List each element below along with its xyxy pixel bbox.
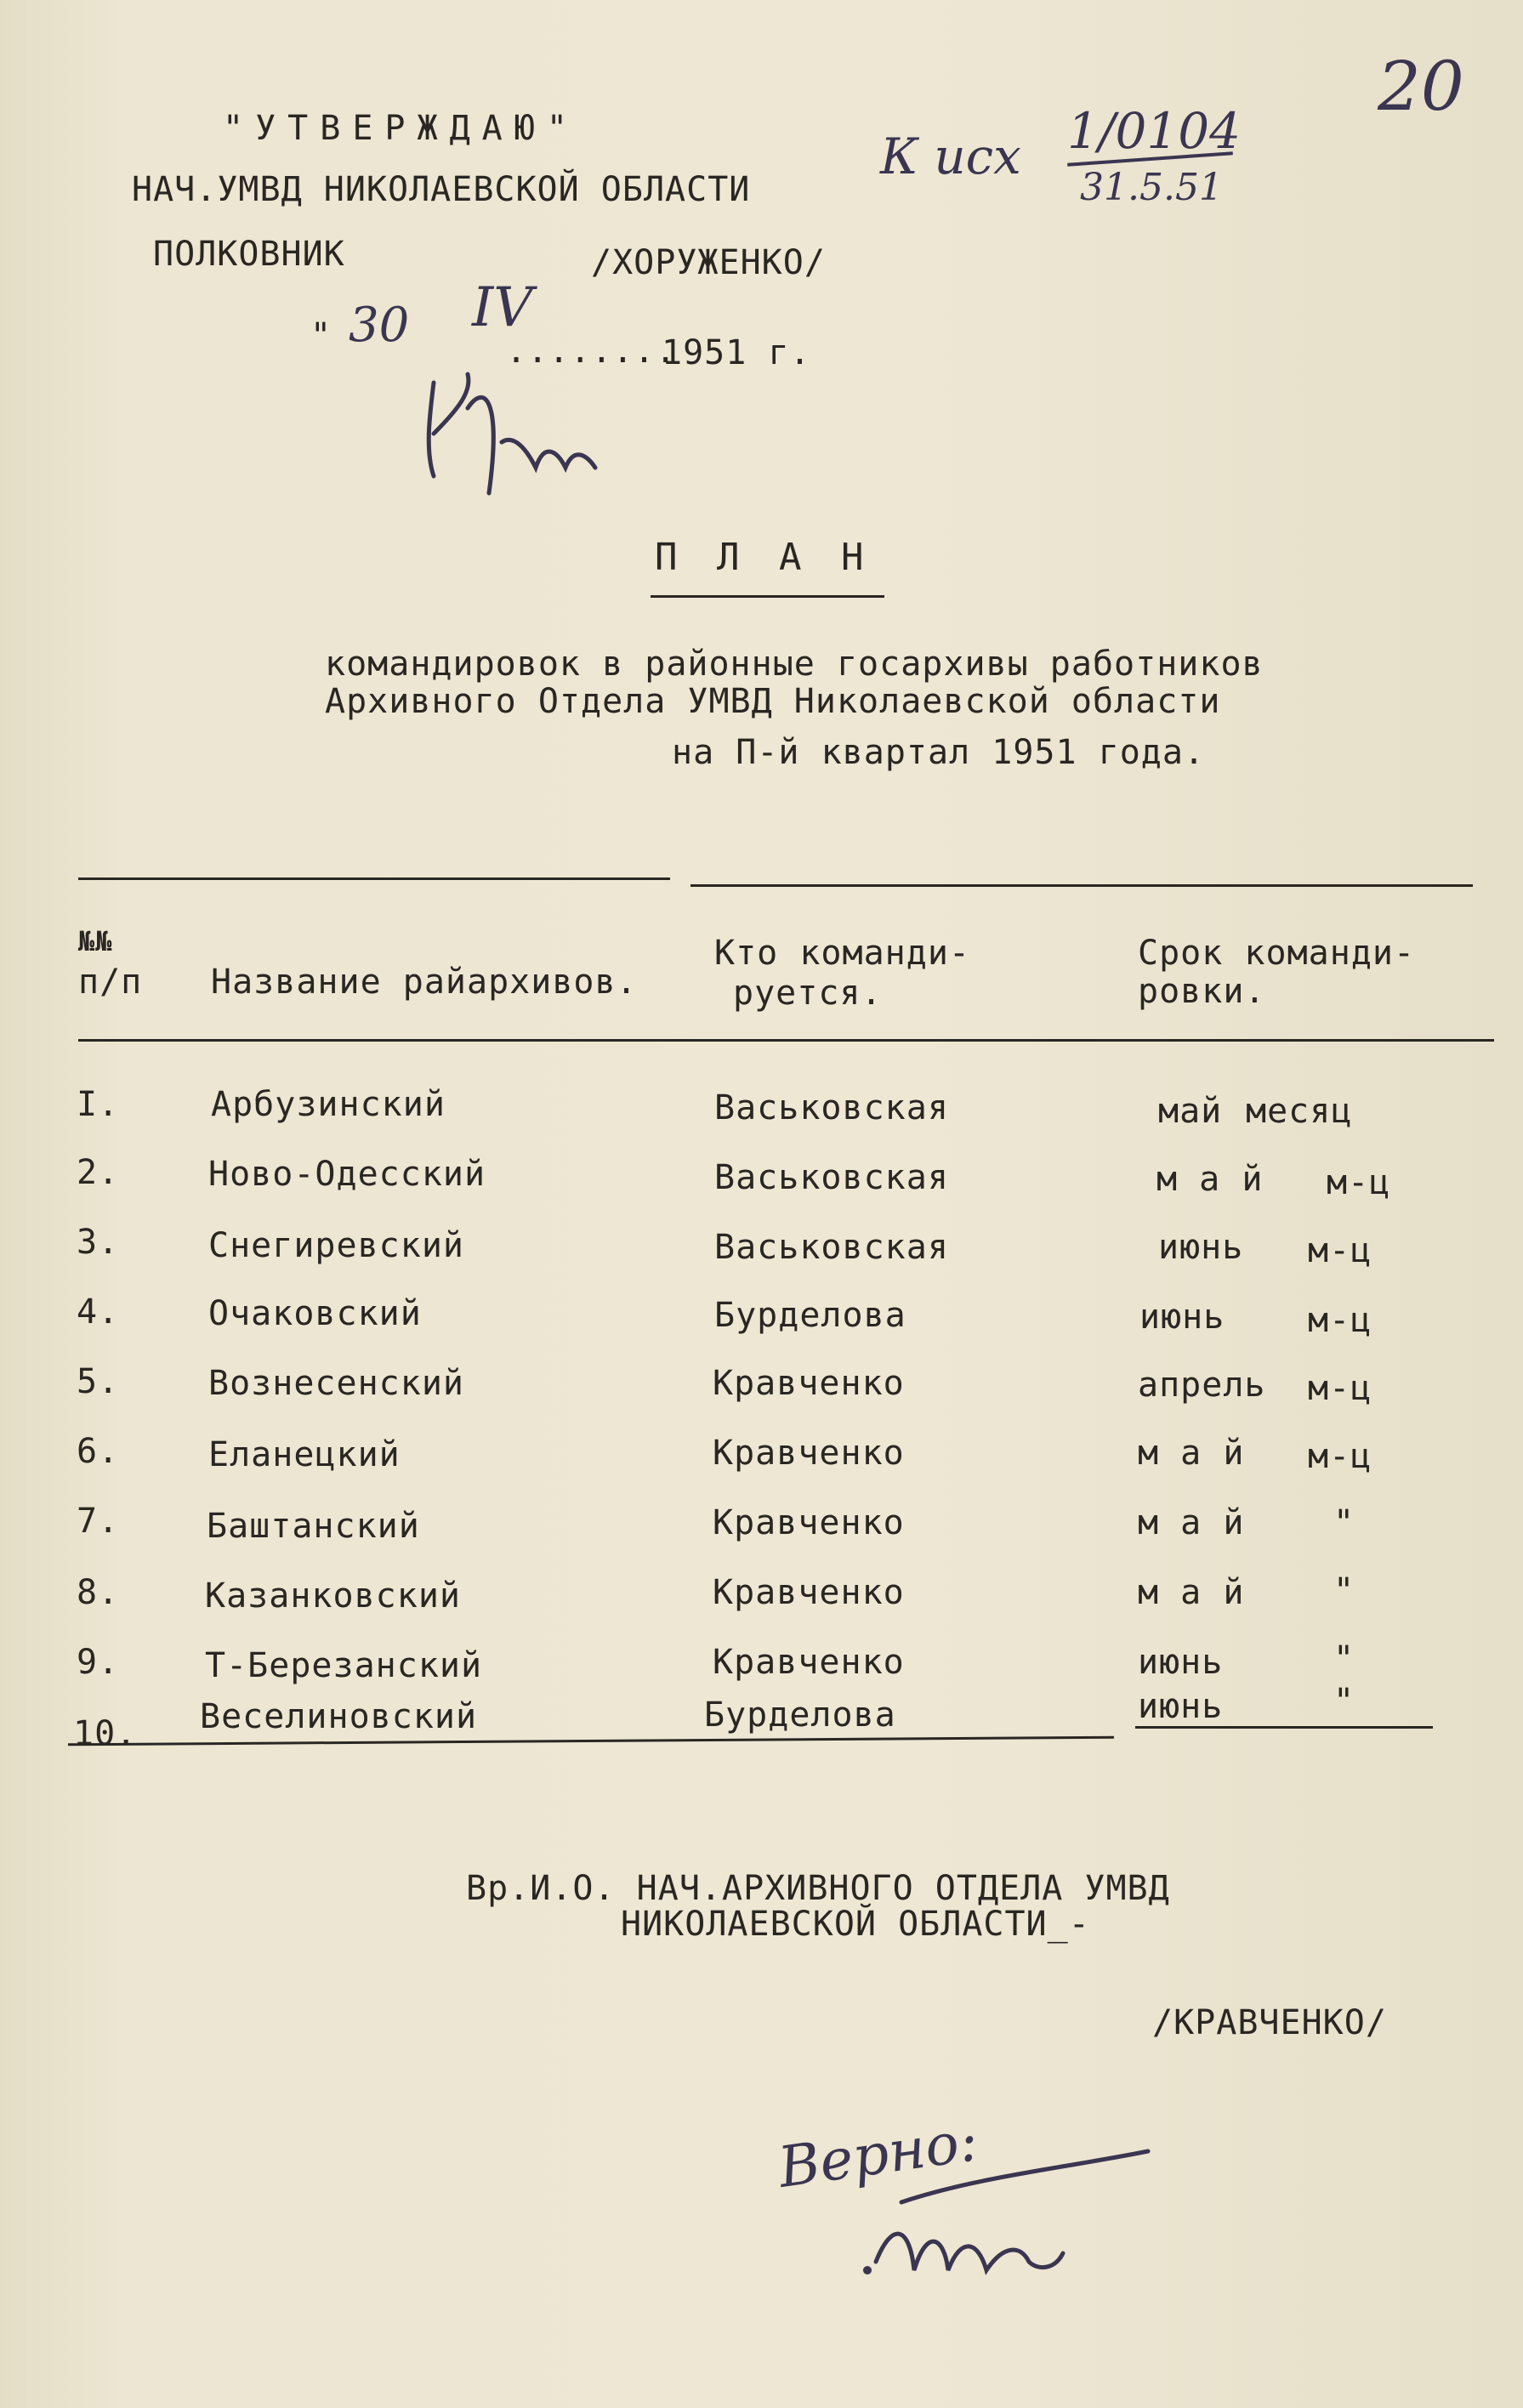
- row-archive: Очаковский: [208, 1294, 422, 1333]
- row-assignee: Бурделова: [704, 1695, 896, 1735]
- table-header-rule: [78, 1039, 1494, 1042]
- row-month: июнь: [1138, 1687, 1224, 1726]
- header-term-top: Срок команди-: [1138, 934, 1416, 973]
- reference-number: 1/0104: [1067, 102, 1242, 160]
- approval-date-dots: ........: [506, 332, 677, 371]
- row-month: июнь: [1139, 1298, 1225, 1337]
- row-unit: ": [1333, 1571, 1355, 1610]
- table-top-rule-right: [690, 884, 1473, 887]
- plan-subtitle-line1: командировок в районные госархивы работников: [325, 645, 1264, 684]
- row-archive: Казанковский: [205, 1576, 461, 1616]
- row-unit: м-ц: [1308, 1301, 1372, 1340]
- row-assignee: Кравченко: [713, 1364, 905, 1403]
- row-number: 8.: [77, 1573, 120, 1612]
- row-month: июнь: [1158, 1228, 1244, 1267]
- row-unit: месяц: [1246, 1092, 1353, 1131]
- row-assignee: Васьковская: [714, 1228, 949, 1267]
- header-who-bottom: руется.: [733, 974, 883, 1013]
- reference-date: 31.5.51: [1080, 166, 1223, 209]
- row-unit: м-ц: [1308, 1369, 1372, 1408]
- header-term-bottom: ровки.: [1138, 972, 1266, 1011]
- plan-subtitle-line3: на П-й квартал 1951 года.: [672, 733, 1206, 772]
- row-number: 6.: [77, 1432, 120, 1471]
- row-assignee: Кравченко: [713, 1643, 905, 1682]
- table-bottom-rule-left: [68, 1736, 1114, 1746]
- header-who-top: Кто команди-: [714, 934, 970, 973]
- row-archive: Веселиновский: [200, 1697, 478, 1736]
- plan-title-underline: [651, 595, 884, 598]
- row-assignee: Кравченко: [713, 1434, 905, 1473]
- row-unit: ": [1333, 1639, 1355, 1678]
- row-month: июнь: [1138, 1643, 1224, 1682]
- row-archive: Снегиревский: [208, 1226, 464, 1265]
- row-unit: м-ц: [1308, 1437, 1372, 1476]
- row-archive: Ново-Одесский: [208, 1155, 486, 1194]
- header-num-top: №№: [78, 925, 113, 957]
- row-assignee: Бурделова: [714, 1296, 906, 1335]
- row-month: м а й: [1138, 1573, 1245, 1612]
- approval-signature: [408, 357, 663, 510]
- approval-date-day: 30: [349, 298, 410, 353]
- row-number: 5.: [77, 1362, 120, 1401]
- row-unit: ": [1333, 1503, 1355, 1542]
- page-number: 20: [1378, 47, 1464, 126]
- row-number: 2.: [77, 1153, 120, 1192]
- row-number: 10.: [73, 1714, 138, 1753]
- row-unit: ": [1333, 1682, 1355, 1721]
- footer-line1: Вр.И.О. НАЧ.АРХИВНОГО ОТДЕЛА УМВД: [466, 1869, 1170, 1908]
- row-archive: Т-Березанский: [205, 1646, 483, 1685]
- header-archive-name: Название райархивов.: [211, 963, 638, 1002]
- approval-date-prefix: ": [310, 316, 332, 355]
- reference-prefix: К исх: [880, 128, 1021, 185]
- row-number: 4.: [77, 1292, 120, 1332]
- verified-signature: [850, 2143, 1174, 2296]
- row-month: апрель: [1138, 1366, 1266, 1405]
- row-number: 3.: [77, 1223, 120, 1262]
- row-number: 7.: [77, 1502, 120, 1541]
- approval-rank: ПОЛКОВНИК: [153, 235, 345, 274]
- row-archive: Баштанский: [207, 1507, 420, 1546]
- footer-line2: НИКОЛАЕВСКОЙ ОБЛАСТИ_-: [621, 1905, 1090, 1944]
- header-num-bottom: п/п: [78, 963, 143, 1002]
- row-unit: м-ц: [1308, 1231, 1372, 1270]
- approval-date-month: IV: [472, 276, 533, 339]
- row-month: м а й: [1138, 1434, 1245, 1473]
- table-bottom-rule-right: [1135, 1726, 1433, 1729]
- verified-note: Верно:: [774, 2108, 982, 2201]
- approval-line: НАЧ.УМВД НИКОЛАЕВСКОЙ ОБЛАСТИ: [132, 170, 751, 209]
- row-archive: Еланецкий: [208, 1435, 401, 1474]
- row-archive: Вознесенский: [208, 1364, 464, 1403]
- row-assignee: Кравченко: [713, 1503, 905, 1542]
- row-archive: Арбузинский: [211, 1085, 446, 1124]
- plan-subtitle-line2: Архивного Отдела УМВД Николаевской области: [325, 682, 1221, 721]
- row-assignee: Кравченко: [713, 1573, 905, 1612]
- approval-date-year: 1951 г.: [662, 333, 811, 372]
- row-number: I.: [77, 1085, 120, 1124]
- row-unit: м-ц: [1327, 1163, 1391, 1202]
- row-assignee: Васьковская: [714, 1088, 949, 1127]
- plan-title: П Л А Н: [655, 536, 872, 579]
- row-month: май: [1158, 1092, 1223, 1131]
- row-month: м а й: [1156, 1160, 1264, 1199]
- approval-heading: "УТВЕРЖДАЮ": [223, 109, 579, 148]
- row-number: 9.: [77, 1643, 120, 1682]
- row-assignee: Васьковская: [714, 1158, 949, 1197]
- approval-name: /ХОРУЖЕНКО/: [591, 243, 826, 282]
- footer-signatory: /КРАВЧЕНКО/: [1152, 2003, 1387, 2042]
- table-top-rule-left: [78, 877, 670, 880]
- row-month: м а й: [1138, 1503, 1245, 1542]
